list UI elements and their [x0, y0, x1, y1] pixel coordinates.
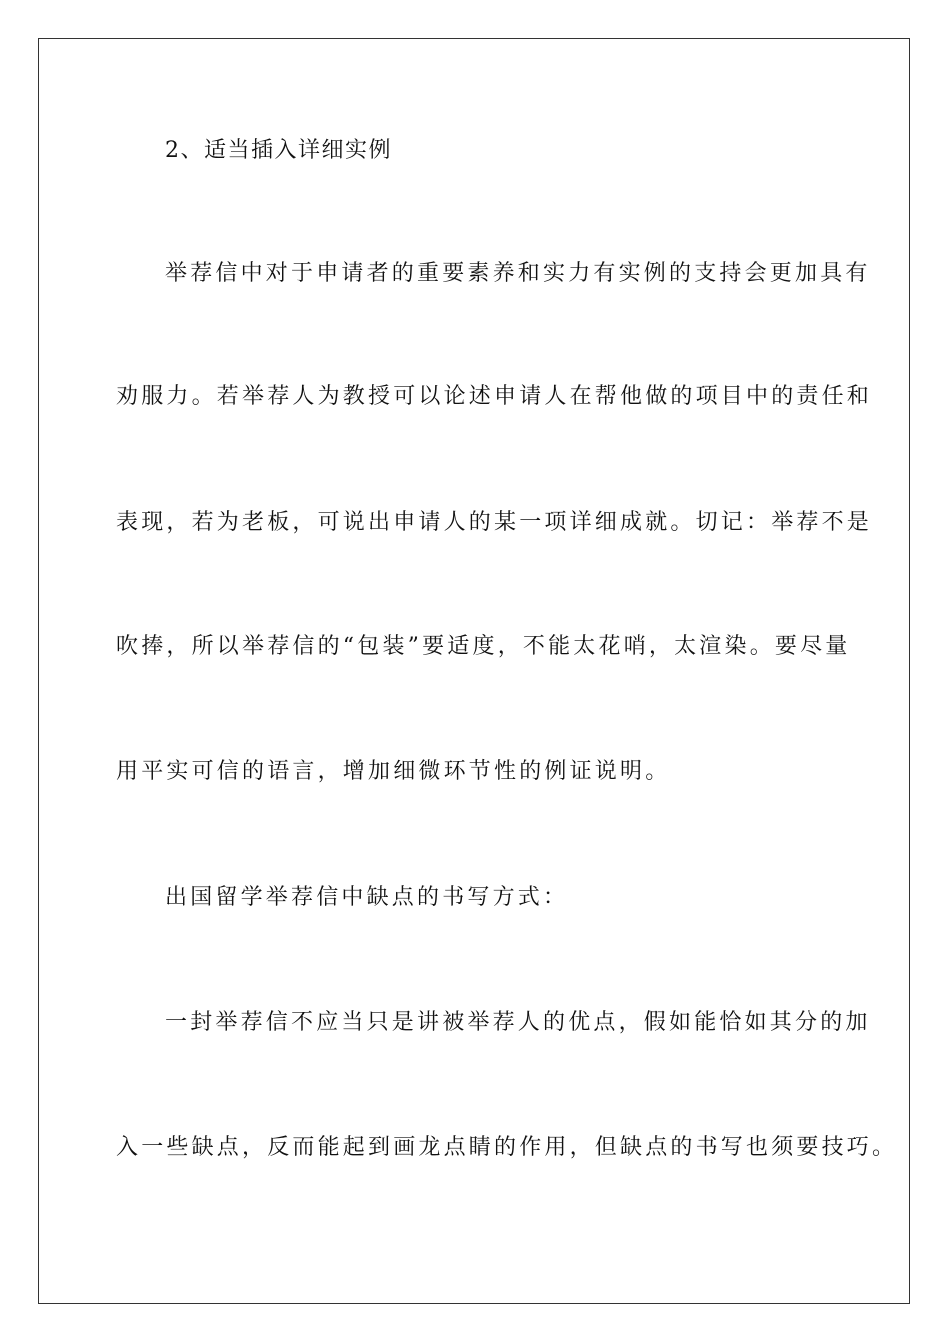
- paragraph-line: 一封举荐信不应当只是讲被举荐人的优点，假如能恰如其分的加: [165, 1010, 871, 1035]
- section-heading: 2、适当插入详细实例: [165, 138, 392, 163]
- paragraph-line: 表现，若为老板，可说出申请人的某一项详细成就。切记：举荐不是: [116, 510, 873, 535]
- paragraph-line: 举荐信中对于申请者的重要素养和实力有实例的支持会更加具有: [165, 261, 871, 286]
- subheading: 出国留学举荐信中缺点的书写方式：: [165, 885, 569, 910]
- paragraph-line: 吹捧，所以举荐信的“包装”要适度，不能太花哨，太渲染。要尽量: [116, 634, 851, 659]
- paragraph-line: 劝服力。若举荐人为教授可以论述申请人在帮他做的项目中的责任和: [116, 384, 873, 409]
- paragraph-line: 用平实可信的语言，增加细微环节性的例证说明。: [116, 759, 671, 784]
- page-border: [38, 38, 910, 1304]
- paragraph-line: 入一些缺点，反而能起到画龙点睛的作用，但缺点的书写也须要技巧。: [116, 1135, 898, 1160]
